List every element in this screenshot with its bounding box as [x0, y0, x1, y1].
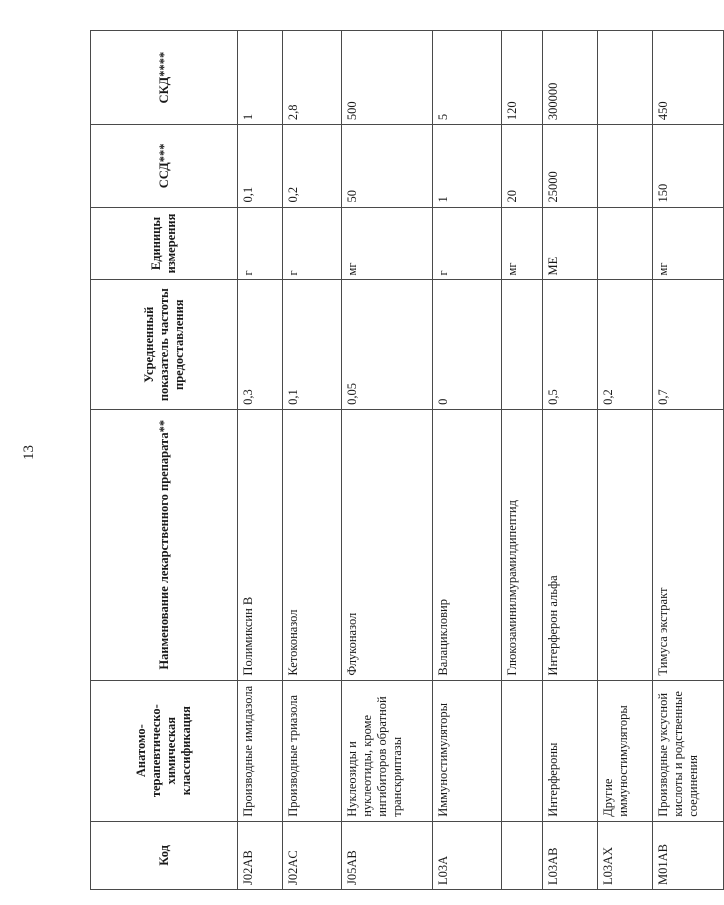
- cell-ssd: [598, 125, 653, 207]
- table-row: [502, 31, 543, 890]
- cell-skd: 120: [502, 31, 543, 125]
- cell-unit: мг: [653, 207, 724, 280]
- cell-frequency: 0,2: [598, 280, 653, 409]
- cell-drug: Флуконазол: [342, 409, 433, 680]
- cell-drug: Тимуса экстракт: [653, 409, 724, 680]
- cell-code: L03AX: [598, 821, 653, 889]
- cell-code: L03A: [433, 821, 502, 889]
- table-row: [342, 31, 433, 890]
- cell-unit: МЕ: [543, 207, 598, 280]
- cell-drug: [598, 409, 653, 680]
- cell-frequency: 0: [433, 280, 502, 409]
- cell-code: M01AB: [653, 821, 724, 889]
- cell-ssd: 0,1: [238, 125, 283, 207]
- cell-drug: Интерферон альфа: [543, 409, 598, 680]
- cell-ssd: 50: [342, 125, 433, 207]
- cell-unit: г: [238, 207, 283, 280]
- table-row: [543, 31, 598, 890]
- cell-skd: 500: [342, 31, 433, 125]
- header-skd: СКД****: [91, 31, 238, 125]
- cell-code: J05AB: [342, 821, 433, 889]
- table-row: [598, 31, 653, 890]
- cell-code: L03AB: [543, 821, 598, 889]
- header-unit: Единицы измерения: [91, 207, 238, 280]
- header-drug: Наименование лекарственного препарата**: [91, 409, 238, 680]
- cell-atc: Интерфероны: [543, 680, 598, 821]
- cell-skd: 2,8: [283, 31, 342, 125]
- cell-ssd: 150: [653, 125, 724, 207]
- table-row: [238, 31, 283, 890]
- cell-frequency: 0,5: [543, 280, 598, 409]
- cell-frequency: [502, 280, 543, 409]
- cell-atc: Другие иммуностимуляторы: [598, 680, 653, 821]
- table-header-row: [91, 31, 238, 890]
- header-ssd: ССД***: [91, 125, 238, 207]
- cell-unit: г: [283, 207, 342, 280]
- cell-ssd: 1: [433, 125, 502, 207]
- cell-ssd: 20: [502, 125, 543, 207]
- table-row: [653, 31, 724, 890]
- cell-ssd: 0,2: [283, 125, 342, 207]
- cell-code: J02AC: [283, 821, 342, 889]
- table-row: [283, 31, 342, 890]
- rotated-table-sheet: [90, 30, 700, 890]
- table-row: [433, 31, 502, 890]
- cell-frequency: 0,7: [653, 280, 724, 409]
- header-frequency: Усредненный показатель частоты предоставления: [91, 280, 238, 409]
- cell-unit: г: [433, 207, 502, 280]
- cell-atc: Производные имидазола: [238, 680, 283, 821]
- header-code: Код: [91, 821, 238, 889]
- cell-code: J02AB: [238, 821, 283, 889]
- drug-table: [90, 30, 724, 890]
- cell-drug: Валацикловир: [433, 409, 502, 680]
- page-number: 13: [21, 445, 37, 460]
- cell-ssd: 25000: [543, 125, 598, 207]
- cell-skd: 450: [653, 31, 724, 125]
- cell-drug: Глюкозаминилмурамилдипептид: [502, 409, 543, 680]
- cell-drug: Кетоконазол: [283, 409, 342, 680]
- cell-frequency: 0,1: [283, 280, 342, 409]
- cell-skd: 300000: [543, 31, 598, 125]
- cell-skd: 5: [433, 31, 502, 125]
- cell-skd: 1: [238, 31, 283, 125]
- cell-atc: Производные уксусной кислоты и родственные соединения: [653, 680, 724, 821]
- cell-frequency: 0,05: [342, 280, 433, 409]
- cell-unit: мг: [502, 207, 543, 280]
- cell-code: [502, 821, 543, 889]
- header-atc: Анатомо-терапевтическо-химическая классификация: [91, 680, 238, 821]
- cell-atc: Иммуностимуляторы: [433, 680, 502, 821]
- cell-atc: [502, 680, 543, 821]
- cell-unit: [598, 207, 653, 280]
- cell-frequency: 0,3: [238, 280, 283, 409]
- cell-skd: [598, 31, 653, 125]
- cell-unit: мг: [342, 207, 433, 280]
- cell-atc: Нуклеозиды и нуклеотиды, кроме ингибиторов обратной транскриптазы: [342, 680, 433, 821]
- cell-atc: Производные триазола: [283, 680, 342, 821]
- cell-drug: Полимиксин В: [238, 409, 283, 680]
